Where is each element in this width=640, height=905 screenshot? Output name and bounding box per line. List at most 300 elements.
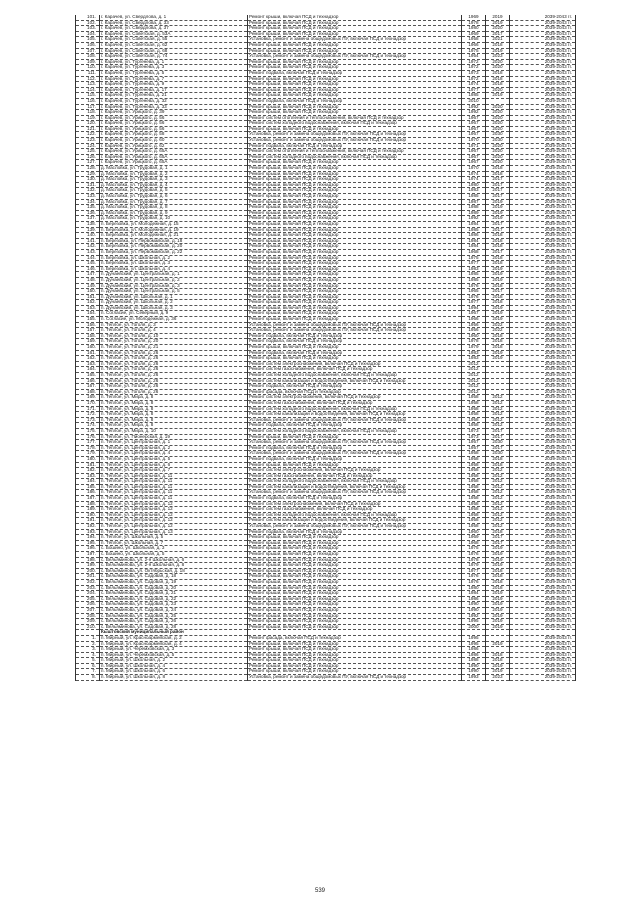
row-last-repair-year: 2017 <box>486 177 510 183</box>
row-number: 209. <box>76 619 100 625</box>
row-last-repair-year: 2021 <box>486 37 510 43</box>
row-planned-period: 2039-2043 гг. <box>510 244 576 250</box>
table-row <box>76 624 576 630</box>
row-last-repair-year: 2018 <box>486 171 510 177</box>
row-address: п. Мирный, ул. Школьная, д. 6 <box>100 669 248 675</box>
row-work-type: Ремонт крыши, включая ПСД и технадзор <box>248 244 462 250</box>
row-planned-period: 2039-2043 гг. <box>510 440 576 446</box>
row-build-year: 1993 <box>462 675 486 681</box>
row-number: 7. <box>76 669 100 675</box>
row-work-type: Ремонт крыши, включая ПСД и технадзор <box>248 289 462 295</box>
row-build-year: 1958 <box>462 490 486 496</box>
row-address: п. Теплое, ул. Мира, д. 8 <box>100 423 248 429</box>
row-work-type: Ремонт систем холодного водоснабжения, включая ПСД и технадзор <box>248 406 462 412</box>
table-row <box>76 596 576 602</box>
table-row <box>76 20 576 26</box>
row-planned-period: 2039-2043 гг. <box>510 607 576 613</box>
row-number: 188. <box>76 501 100 507</box>
table-row <box>76 428 576 434</box>
table-row <box>76 266 576 272</box>
row-work-type: Установка, ремонт и замена общедомовых ПУ, включая ПСД и технадзор <box>248 675 462 681</box>
table-row <box>76 121 576 127</box>
table-row <box>76 87 576 93</box>
row-last-repair-year: 2019 <box>486 305 510 311</box>
row-build-year: 1992 <box>462 613 486 619</box>
row-address: п. Березовка, ул. Молодежная, д. 21 <box>100 233 248 239</box>
row-work-type: Ремонт крыши, включая ПСД и технадзор <box>248 126 462 132</box>
row-last-repair-year: 2020 <box>486 160 510 166</box>
row-last-repair-year: 2019 <box>486 546 510 552</box>
row-build-year: 1992 <box>462 104 486 110</box>
row-work-type: Ремонт крыши, включая ПСД и технадзор <box>248 602 462 608</box>
table-row <box>76 484 576 490</box>
row-number: 122. <box>76 132 100 138</box>
row-work-type: Ремонт крыши, включая ПСД и технадзор <box>248 624 462 630</box>
row-planned-period: 2039-2043 гг. <box>510 205 576 211</box>
row-address: п. Теплое, ул. Гоголя, д. 4 <box>100 328 248 334</box>
row-planned-period: 2039-2043 гг. <box>510 166 576 172</box>
table-row <box>76 171 576 177</box>
row-last-repair-year: 2020 <box>486 143 510 149</box>
row-address: п. Теплое, ул. Центральная, д. 7 <box>100 468 248 474</box>
table-row <box>76 669 576 675</box>
table-row <box>76 93 576 99</box>
row-number: 176. <box>76 434 100 440</box>
row-planned-period: 2039-2043 гг. <box>510 669 576 675</box>
row-last-repair-year: 2018 <box>486 42 510 48</box>
table-row <box>76 328 576 334</box>
row-work-type: Ремонт подвала, включая ПСД и технадзор <box>248 70 462 76</box>
row-planned-period: 2039-2043 гг. <box>510 535 576 541</box>
row-work-type: Ремонт крыши, включая ПСД и технадзор <box>248 345 462 351</box>
row-work-type: Ремонт систем электроснабжения, включая ПСД и технадзор <box>248 468 462 474</box>
row-build-year: 1983 <box>462 356 486 362</box>
row-planned-period: 2039-2043 гг. <box>510 48 576 54</box>
row-work-type: Ремонт систем электроснабжения, включая ПСД и технадзор <box>248 395 462 401</box>
table-row <box>76 289 576 295</box>
row-build-year: 1980 <box>462 585 486 591</box>
row-planned-period: 2039-2043 гг. <box>510 490 576 496</box>
row-build-year: 1984 <box>462 591 486 597</box>
row-address: г. Карачев, ул. Тургенева, д. 17 <box>100 87 248 93</box>
table-row <box>76 579 576 585</box>
row-work-type: Ремонт систем канализации и водоотведения, включая ПСД и технадзор <box>248 378 462 384</box>
row-planned-period: 2039-2043 гг. <box>510 501 576 507</box>
row-planned-period: 2039-2043 гг. <box>510 194 576 200</box>
table-row <box>76 552 576 558</box>
row-build-year: 1967 <box>462 154 486 160</box>
row-address: г. Карачев, ул. Тургенева, д. 9 <box>100 82 248 88</box>
table-row <box>76 395 576 401</box>
row-build-year: 1971 <box>462 143 486 149</box>
row-build-year: 1958 <box>462 518 486 524</box>
row-planned-period: 2039-2043 гг. <box>510 462 576 468</box>
row-last-repair-year: 2020 <box>486 110 510 116</box>
row-work-type: Ремонт крыши, включая ПСД и технадзор <box>248 110 462 116</box>
row-build-year: 1958 <box>462 406 486 412</box>
row-number: 119. <box>76 115 100 121</box>
row-address: п. Теплое, ул. Центральная, д. 12 <box>100 524 248 530</box>
section-rows <box>76 635 576 680</box>
row-work-type: Ремонт крыши, включая ПСД и технадзор <box>248 266 462 272</box>
row-last-repair-year: 2017 <box>486 31 510 37</box>
row-number: 191. <box>76 518 100 524</box>
row-address: д. Масловка, ул. Трудовая, д. 6 <box>100 194 248 200</box>
row-number: 197. <box>76 552 100 558</box>
table-row <box>76 574 576 580</box>
row-work-type: Ремонт систем канализации и водоотведения, включая ПСД и технадзор <box>248 518 462 524</box>
row-planned-period: 2039-2043 гг. <box>510 613 576 619</box>
row-number: 187. <box>76 496 100 502</box>
row-address: п. Березовка, ул. Молодежная, д. 15 <box>100 221 248 227</box>
row-build-year: 2010 <box>462 98 486 104</box>
row-last-repair-year: 2018 <box>486 462 510 468</box>
row-last-repair-year: 2018 <box>486 70 510 76</box>
row-last-repair-year: 2030 <box>486 132 510 138</box>
row-planned-period: 2039-2043 гг. <box>510 451 576 457</box>
row-last-repair-year: 2020 <box>486 65 510 71</box>
row-planned-period: 2039-2043 гг. <box>510 585 576 591</box>
row-last-repair-year: 2018 <box>486 255 510 261</box>
row-build-year: 1979 <box>462 345 486 351</box>
row-build-year: 1968 <box>462 540 486 546</box>
row-work-type: Ремонт подвала, включая ПСД и технадзор <box>248 98 462 104</box>
row-last-repair-year: 2018 <box>486 82 510 88</box>
row-work-type: Ремонт систем газоснабжения, включая ПСД и технадзор <box>248 400 462 406</box>
row-build-year: 1956 <box>462 328 486 334</box>
row-work-type: Ремонт систем электроснабжения, включая ПСД и технадзор <box>248 501 462 507</box>
row-last-repair-year: 2019 <box>486 317 510 323</box>
table-row <box>76 126 576 132</box>
row-address: п. Теплое, ул. Гоголя, д. 10 <box>100 333 248 339</box>
row-number: 114. <box>76 87 100 93</box>
row-work-type: Установка, ремонт и замена общедомовых ПУ, включая ПСД и технадзор <box>248 440 462 446</box>
row-last-repair-year: 2022 <box>486 328 510 334</box>
row-number: 135. <box>76 205 100 211</box>
row-number: 155. <box>76 317 100 323</box>
row-last-repair-year: 2017 <box>486 445 510 451</box>
row-number: 208. <box>76 613 100 619</box>
row-number: 105. <box>76 37 100 43</box>
table-row <box>76 501 576 507</box>
row-last-repair-year: 2019 <box>486 624 510 630</box>
row-work-type: Ремонт крыши, включая ПСД и технадзор <box>248 87 462 93</box>
row-work-type: Установка, ремонт и замена общедомовых ПУ, включая ПСД и технадзор <box>248 524 462 530</box>
row-address: д. Масловка, ул. Трудовая, д. 3 <box>100 177 248 183</box>
row-planned-period: 2039-2043 гг. <box>510 373 576 379</box>
row-planned-period: 2039-2043 гг. <box>510 154 576 160</box>
row-build-year: 1985 <box>462 272 486 278</box>
row-number: 206. <box>76 602 100 608</box>
row-number: 199. <box>76 563 100 569</box>
table-row <box>76 546 576 552</box>
table-row <box>76 160 576 166</box>
row-work-type: Ремонт крыши, включая ПСД и технадзор <box>248 557 462 563</box>
row-work-type: Ремонт крыши, включая ПСД и технадзор <box>248 579 462 585</box>
row-number: 115. <box>76 93 100 99</box>
row-address: г. Карачев, ул. Урицкого, д. 56 <box>100 121 248 127</box>
row-work-type: Ремонт крыши, включая ПСД и технадзор <box>248 65 462 71</box>
row-number: 101. <box>76 15 100 20</box>
row-build-year: 1958 <box>462 507 486 513</box>
row-last-repair-year: 2019 <box>486 563 510 569</box>
table-row <box>76 406 576 412</box>
row-work-type: Ремонт систем холодного водоснабжения, включая ПСД и технадзор <box>248 512 462 518</box>
row-address: г. Карачев, ул. Урицкого, д. 65А <box>100 149 248 155</box>
row-work-type: Ремонт крыши, включая ПСД и технадзор <box>248 552 462 558</box>
row-planned-period: 2039-2043 гг. <box>510 417 576 423</box>
row-last-repair-year: 2022 <box>486 322 510 328</box>
row-work-type: Ремонт крыши, включая ПСД и технадзор <box>248 210 462 216</box>
row-build-year: 1958 <box>462 501 486 507</box>
table-row <box>76 619 576 625</box>
row-address: с. Вельяминова, ул. Октябрьская, д. 18 <box>100 568 248 574</box>
row-number: 175. <box>76 428 100 434</box>
row-build-year: 1980 <box>462 182 486 188</box>
row-planned-period: 2039-2043 гг. <box>510 255 576 261</box>
row-work-type: Ремонт крыши, включая ПСД и технадзор <box>248 641 462 647</box>
row-last-repair-year: 2019 <box>486 272 510 278</box>
table-row <box>76 233 576 239</box>
row-work-type: Ремонт крыши, включая ПСД и технадзор <box>248 59 462 65</box>
table-row <box>76 563 576 569</box>
row-address: г. Карачев, ул. Свердлова, д. 1 <box>100 15 248 20</box>
row-work-type: Ремонт крыши, включая ПСД и технадзор <box>248 48 462 54</box>
table-row <box>76 261 576 267</box>
row-planned-period: 2039-2043 гг. <box>510 540 576 546</box>
row-address: п. Березовка, ул. Молодежная, д. 19 <box>100 227 248 233</box>
row-last-repair-year: 2012 <box>486 468 510 474</box>
table-row <box>76 177 576 183</box>
row-last-repair-year: 2018 <box>486 294 510 300</box>
row-last-repair-year: 2018 <box>486 244 510 250</box>
row-planned-period: 2039-2043 гг. <box>510 361 576 367</box>
row-work-type: Ремонт систем холодного водоснабжения, включая ПСД и технадзор <box>248 373 462 379</box>
table-row <box>76 423 576 429</box>
row-build-year: 1988 <box>462 658 486 664</box>
row-planned-period: 2039-2043 гг. <box>510 456 576 462</box>
row-planned-period: 2039-2043 гг. <box>510 65 576 71</box>
row-address: д. Масловка, ул. Трудовая, д. 8 <box>100 205 248 211</box>
row-last-repair-year: 2019 <box>486 199 510 205</box>
row-number: 108. <box>76 54 100 60</box>
row-number: 192. <box>76 524 100 530</box>
row-build-year: 2012 <box>462 367 486 373</box>
row-build-year: 1973 <box>462 434 486 440</box>
row-address: г. Карачев, ул. Советская, д. 74 <box>100 54 248 60</box>
row-address: г. Карачев, ул. Урицкого, д. 65А <box>100 154 248 160</box>
row-number: 189. <box>76 507 100 513</box>
row-number: 186. <box>76 490 100 496</box>
row-address: п. Теплое, ул. Школьная, д. 5 <box>100 535 248 541</box>
table-row <box>76 356 576 362</box>
row-number: 162. <box>76 356 100 362</box>
table-row <box>76 188 576 194</box>
row-build-year: 1990 <box>462 663 486 669</box>
row-planned-period: 2039-2043 гг. <box>510 619 576 625</box>
row-planned-period: 2039-2043 гг. <box>510 227 576 233</box>
row-number: 128. <box>76 166 100 172</box>
row-build-year: 1956 <box>462 322 486 328</box>
table-row <box>76 238 576 244</box>
row-build-year: 1990 <box>462 607 486 613</box>
row-planned-period: 2039-2043 гг. <box>510 557 576 563</box>
row-work-type: Ремонт крыши, включая ПСД и технадзор <box>248 311 462 317</box>
row-work-type: Ремонт крыши, включая ПСД и технадзор <box>248 171 462 177</box>
table-row <box>76 65 576 71</box>
row-planned-period: 2039-2043 гг. <box>510 182 576 188</box>
table-row <box>76 613 576 619</box>
table-row <box>76 440 576 446</box>
row-build-year: 1974 <box>462 177 486 183</box>
row-build-year: 1990 <box>462 602 486 608</box>
row-planned-period: 2039-2043 гг. <box>510 596 576 602</box>
row-build-year: 1986 <box>462 233 486 239</box>
row-last-repair-year: 2018 <box>486 283 510 289</box>
row-planned-period: 2039-2043 гг. <box>510 579 576 585</box>
row-work-type: Ремонт крыши, включая ПСД и технадзор <box>248 227 462 233</box>
row-planned-period: 2039-2043 гг. <box>510 635 576 641</box>
row-work-type: Ремонт подвала, включая ПСД и технадзор <box>248 529 462 535</box>
table-row <box>76 479 576 485</box>
row-address: п. Березовка, ул. Школьная, д. 2 <box>100 255 248 261</box>
table-row <box>76 37 576 43</box>
row-number: 129. <box>76 171 100 177</box>
row-address: д. Масловка, ул. Трудовая, д. 9 <box>100 210 248 216</box>
row-last-repair-year: 2017 <box>486 540 510 546</box>
row-address: г. Карачев, ул. Урицкого, д. 39 <box>100 110 248 116</box>
row-address: п. Теплое, ул. Центральная, д. 1 <box>100 440 248 446</box>
row-address: д. Масловка, ул. Трудовая, д. 7 <box>100 199 248 205</box>
row-address: г. Карачев, ул. Советская, д. 55 <box>100 37 248 43</box>
row-number: 165. <box>76 373 100 379</box>
row-build-year: 1978 <box>462 339 486 345</box>
row-address: п. Теплое, ул. Центральная, д. 4 <box>100 451 248 457</box>
row-address: п. Теплое, ул. Центральная, д. 11 <box>100 479 248 485</box>
row-planned-period: 2039-2043 гг. <box>510 406 576 412</box>
row-planned-period: 2039-2043 гг. <box>510 221 576 227</box>
row-build-year: 1986 <box>462 647 486 653</box>
row-build-year: 1970 <box>462 138 486 144</box>
row-work-type: Ремонт крыши, включая ПСД и технадзор <box>248 585 462 591</box>
row-planned-period: 2039-2043 гг. <box>510 333 576 339</box>
row-build-year: 1976 <box>462 552 486 558</box>
row-address: г. Карачев, ул. Тургенева, д. 1 <box>100 59 248 65</box>
table-row <box>76 518 576 524</box>
row-planned-period: 2039-2043 гг. <box>510 395 576 401</box>
row-work-type: Ремонт крыши, включая ПСД и технадзор <box>248 93 462 99</box>
row-last-repair-year: 2012 <box>486 501 510 507</box>
row-last-repair-year: 2012 <box>486 524 510 530</box>
row-build-year: 1990 <box>462 669 486 675</box>
table-row <box>76 322 576 328</box>
row-last-repair-year: 2020 <box>486 59 510 65</box>
row-build-year: 1958 <box>462 395 486 401</box>
row-work-type: Ремонт крыши, включая ПСД и технадзор <box>248 31 462 37</box>
row-address: п. Березовка, ул. Школьная, д. 4 <box>100 266 248 272</box>
row-planned-period: 2039-2043 гг. <box>510 20 576 26</box>
row-number: 166. <box>76 378 100 384</box>
row-last-repair-year: 2017 <box>486 182 510 188</box>
row-last-repair-year: 2018 <box>486 529 510 535</box>
row-planned-period: 2039-2043 гг. <box>510 311 576 317</box>
row-planned-period: 2039-2043 гг. <box>510 512 576 518</box>
table-row <box>76 333 576 339</box>
row-build-year: 1989 <box>462 210 486 216</box>
row-number: 127. <box>76 160 100 166</box>
table-row <box>76 535 576 541</box>
table-row <box>76 557 576 563</box>
table-row <box>76 48 576 54</box>
row-last-repair-year: 2019 <box>486 669 510 675</box>
row-last-repair-year: 2018 <box>486 238 510 244</box>
table-row <box>76 110 576 116</box>
row-planned-period: 2039-2043 гг. <box>510 115 576 121</box>
row-last-repair-year: 2019 <box>486 216 510 222</box>
table-row <box>76 277 576 283</box>
row-planned-period: 2039-2043 гг. <box>510 126 576 132</box>
row-address: с. Вельяминова, ул. 2-я Школьная, д. 6 <box>100 557 248 563</box>
row-build-year: 1983 <box>462 266 486 272</box>
row-build-year: 1995 <box>462 619 486 625</box>
row-number: 125. <box>76 149 100 155</box>
row-number: 116. <box>76 98 100 104</box>
row-build-year: 1954 <box>462 54 486 60</box>
table-row <box>76 26 576 32</box>
row-planned-period: 2039-2043 гг. <box>510 87 576 93</box>
row-planned-period: 2039-2043 гг. <box>510 445 576 451</box>
row-last-repair-year: 2019 <box>486 596 510 602</box>
row-planned-period: 2039-2043 гг. <box>510 428 576 434</box>
row-address: с. Вельяминова, ул. Садовая, д. 25 <box>100 613 248 619</box>
row-build-year: 1992 <box>462 110 486 116</box>
row-work-type: Ремонт крыши, включая ПСД и технадзор <box>248 652 462 658</box>
row-build-year: 1966 <box>462 317 486 323</box>
row-build-year: 1958 <box>462 473 486 479</box>
row-number: 184. <box>76 479 100 485</box>
row-build-year: 1967 <box>462 132 486 138</box>
row-build-year: 2012 <box>462 373 486 379</box>
row-address: г. Карачев, ул. Тургенева, д. 7 <box>100 76 248 82</box>
row-planned-period: 2039-2043 гг. <box>510 479 576 485</box>
row-work-type: Ремонт крыши, включая ПСД и технадзор <box>248 15 462 20</box>
row-work-type: Ремонт крыши, включая ПСД и технадзор <box>248 596 462 602</box>
row-address: п. Мирный, ул. Красноармейская, д. 2 <box>100 635 248 641</box>
row-build-year: 1958 <box>462 479 486 485</box>
row-work-type: Ремонт крыши, включая ПСД и технадзор <box>248 619 462 625</box>
row-build-year: 1965 <box>462 289 486 295</box>
row-planned-period: 2039-2043 гг. <box>510 317 576 323</box>
row-build-year: 1966 <box>462 42 486 48</box>
row-work-type: Установка, ремонт и замена общедомовых ПУ, включая ПСД и технадзор <box>248 54 462 60</box>
row-build-year: 1958 <box>462 451 486 457</box>
row-planned-period: 2039-2043 гг. <box>510 328 576 334</box>
row-work-type: Ремонт подвала, включая ПСД и технадзор <box>248 423 462 429</box>
row-number: 178. <box>76 445 100 451</box>
row-number: 146. <box>76 266 100 272</box>
row-number: 120. <box>76 121 100 127</box>
row-planned-period: 2039-2043 гг. <box>510 283 576 289</box>
row-planned-period: 2039-2043 гг. <box>510 210 576 216</box>
row-planned-period: 2039-2043 гг. <box>510 93 576 99</box>
row-address: п. Теплое, ул. Пионерская, д. 19 <box>100 434 248 440</box>
row-number: 179. <box>76 451 100 457</box>
table-row <box>76 529 576 535</box>
row-number: 180. <box>76 456 100 462</box>
row-number: 151. <box>76 294 100 300</box>
row-build-year: 1977 <box>462 568 486 574</box>
row-address: г. Карачев, ул. Тургенева, д. 3 <box>100 65 248 71</box>
